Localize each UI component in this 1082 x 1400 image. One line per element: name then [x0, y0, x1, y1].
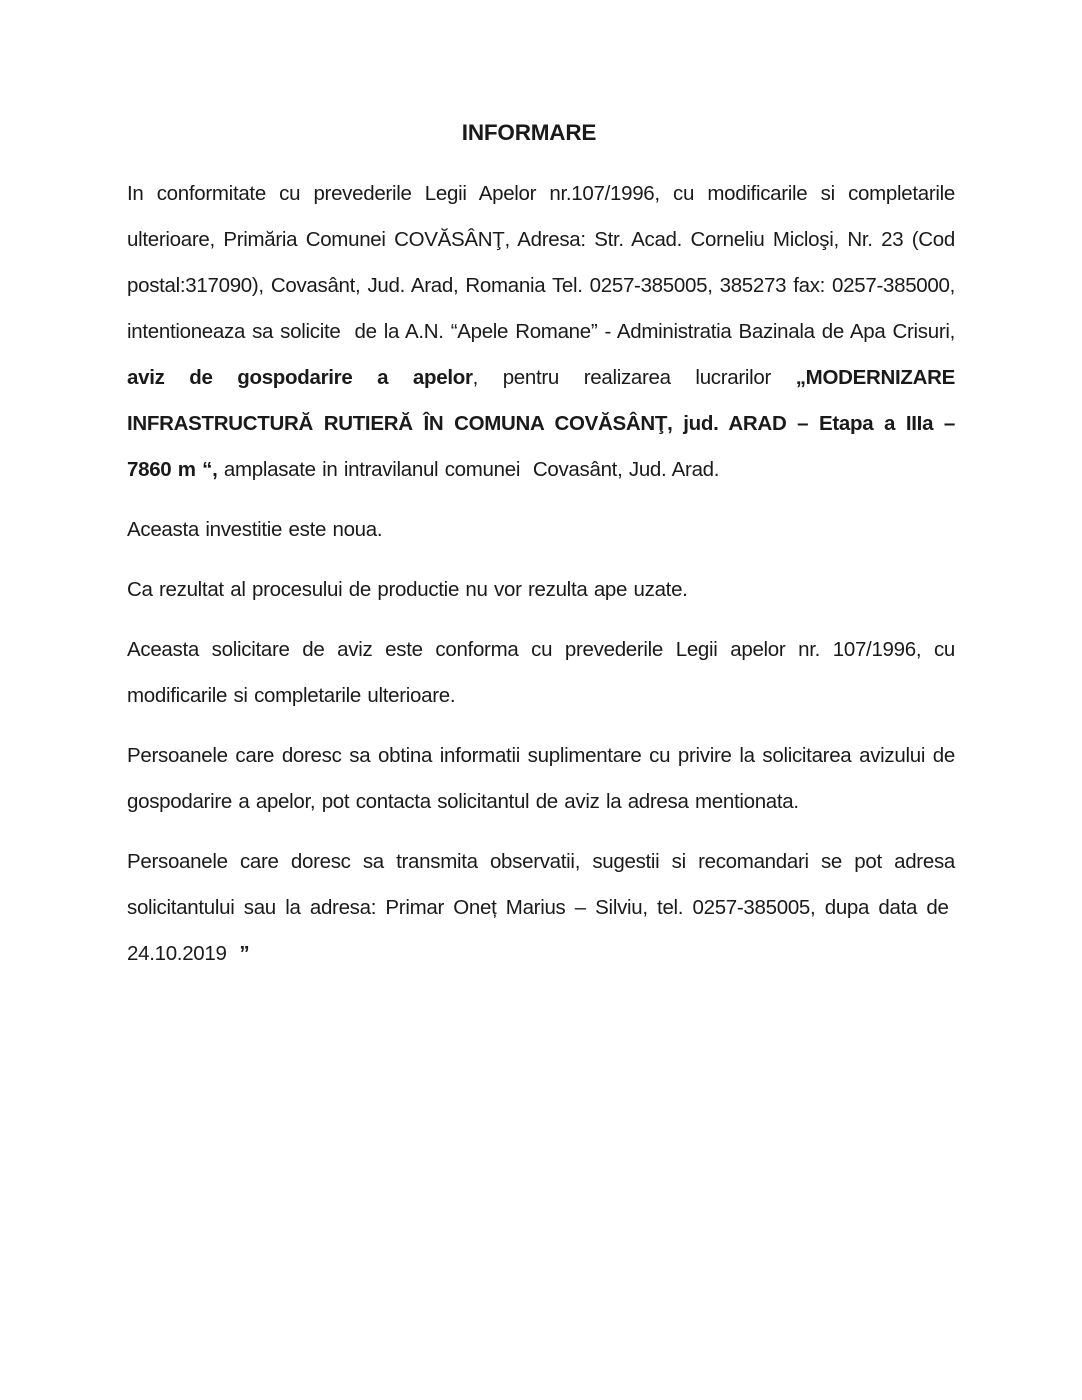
text-run: Persoanele care doresc sa transmita observatii, sugestii si recomandari se pot adresa solicitantului sau la adresa: Primar Oneț Marius – Silviu, tel. 0257-385005, dupa data de 24.10.2019 — [127, 850, 955, 966]
text-run: Persoanele care doresc sa obtina informatii suplimentare cu privire la solicitarea avizului de gospodarire a apelor, pot contacta solicitantul de aviz la adresa mentionata. — [127, 744, 955, 814]
bold-text-run: aviz de gospodarire a apelor — [127, 366, 473, 390]
text-run: Ca rezultat al procesului de productie nu vor rezulta ape uzate. — [127, 578, 688, 602]
bold-text-run: „MODERNIZARE INFRASTRUCTURĂ RUTIERĂ ÎN COMUNA COVĂSÂNŢ, jud. ARAD – Etapa a IIIa – 7860 m “, — [127, 366, 955, 482]
document-body — [127, 171, 955, 977]
paragraph — [127, 839, 955, 977]
paragraph — [127, 567, 955, 613]
bold-text-run: ” — [239, 942, 250, 966]
text-run: Aceasta investitie este noua. — [127, 518, 383, 542]
paragraph — [127, 733, 955, 825]
paragraph — [127, 171, 955, 493]
text-run: Aceasta solicitare de aviz este conforma cu prevederile Legii apelor nr. 107/1996, cu modificarile si completarile ulterioare. — [127, 638, 955, 708]
text-run: , pentru realizarea lucrarilor — [472, 366, 796, 390]
text-run: amplasate in intravilanul comunei Covasânt, Jud. Arad. — [217, 458, 720, 482]
text-run: In conformitate cu prevederile Legii Apelor nr.107/1996, cu modificarile si completarile ulterioare, Primăria Comunei COVĂSÂNŢ, Adresa: Str. Acad. Corneliu Micloşi, Nr. 23 (Cod postal:317090), Covasânt, Jud. Arad, Romania Tel. 0257-385005, 385273 fax: 0257-385000, intentioneaza sa solicite de la A.N. “Apele Romane” - Administratia Bazinala de Apa Crisuri, — [127, 182, 955, 344]
paragraph — [127, 627, 955, 719]
document-title: INFORMARE — [461, 120, 597, 145]
paragraph — [127, 507, 955, 553]
